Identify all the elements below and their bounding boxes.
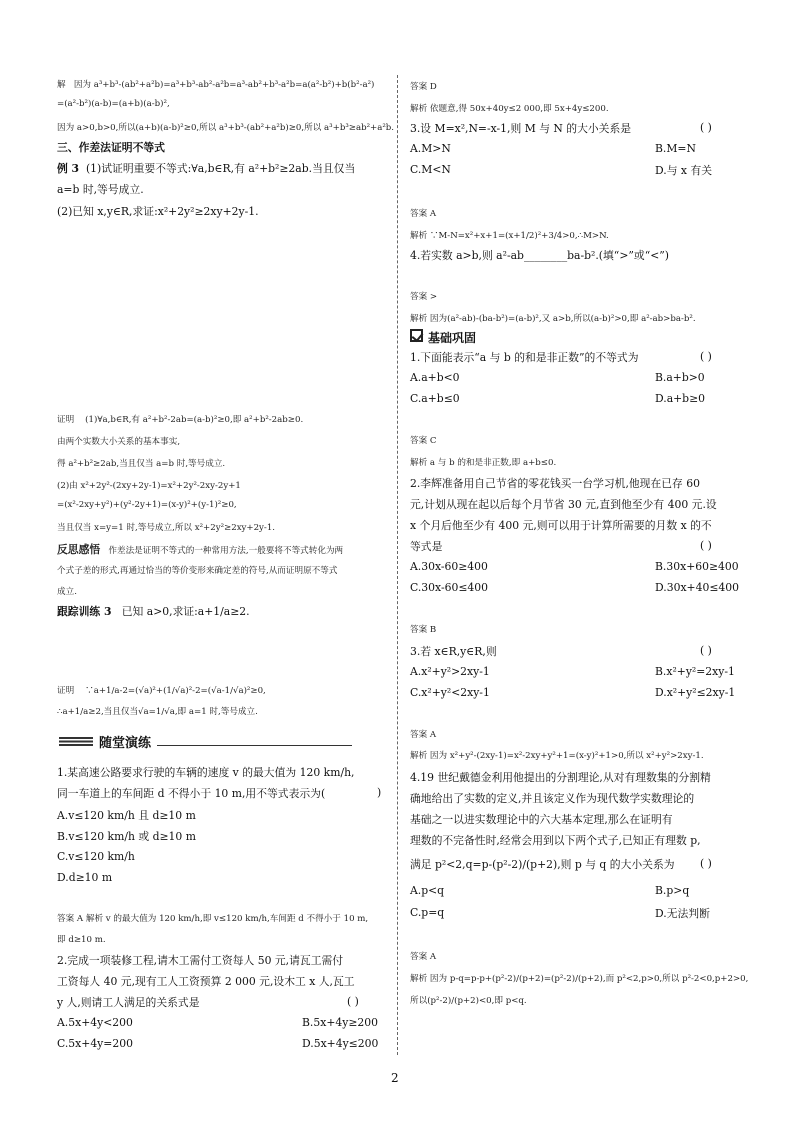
question-2-line-2: 工资每人 40 元,现有工人工资预算 2 000 元,设木工 x 人,瓦工 [57, 975, 355, 988]
section-heading-3: 三、作差法证明不等式 [57, 141, 165, 154]
basic-2-line-4: 等式是 [410, 540, 443, 553]
proof-line-6: 当且仅当 x=y=1 时,等号成立,所以 x²+2y²≥2xy+2y-1. [57, 523, 276, 533]
question-2-option-a[interactable]: A.5x+4y<200 [57, 1016, 133, 1029]
solution-line-2: =(a²-b²)(a-b)=(a+b)(a-b)², [57, 99, 170, 109]
question-3-answer-paren: ( ) [700, 121, 712, 134]
stripe-decoration [59, 737, 93, 746]
basic-4-line-3: 基础之一以进实数理论中的六大基本定理,那么在证明有 [410, 813, 673, 826]
basic-3-option-a[interactable]: A.x²+y²>2xy-1 [410, 665, 490, 678]
question-3-option-b[interactable]: B.M=N [655, 142, 696, 155]
column-divider [397, 75, 398, 1055]
basic-3-option-d[interactable]: D.x²+y²≤2xy-1 [655, 686, 736, 699]
question-1-line-2: 同一车道上的车间距 d 不得小于 10 m,用不等式表示为( [57, 787, 326, 800]
basic-1-answer-paren: ( ) [700, 350, 712, 363]
question-2-answer: 答案 D [410, 82, 437, 92]
question-2-line-3: y 人,则请工人满足的关系式是 [57, 996, 200, 1009]
question-1-option-b[interactable]: B.v≤120 km/h 或 d≥10 m [57, 830, 196, 843]
basic-2-line-3: x 个月后他至少有 400 元,则可以用于计算所需要的月数 x 的不 [410, 519, 712, 532]
question-3-text: 3.设 M=x²,N=-x-1,则 M 与 N 的大小关系是 [410, 122, 632, 135]
basic-3-explanation: 解析 因为 x²+y²-(2xy-1)=x²-2xy+y²+1=(x-y)²+1>0,所以 x²+y²>2xy-1. [410, 751, 704, 761]
basic-1-option-d[interactable]: D.a+b≥0 [655, 392, 706, 405]
question-3-option-a[interactable]: A.M>N [410, 142, 451, 155]
basic-4-option-a[interactable]: A.p<q [410, 884, 445, 897]
basic-2-line-1: 2.李辉准备用自己节省的零花钱买一台学习机,他现在已存 60 [410, 477, 701, 490]
tracking-proof-line-2: ∴a+1/a≥2,当且仅当√a=1/√a,即 a=1 时,等号成立. [57, 707, 258, 717]
basic-1-option-c[interactable]: C.a+b≤0 [410, 392, 460, 405]
proof-line-2: 由两个实数大小关系的基本事实, [57, 437, 181, 447]
basic-1-answer: 答案 C [410, 436, 437, 446]
checkbox-icon [410, 329, 423, 342]
basic-1-text: 1.下面能表示“a 与 b 的和是非正数”的不等式为 [410, 351, 639, 364]
basic-3-option-c[interactable]: C.x²+y²<2xy-1 [410, 686, 490, 699]
question-2-option-c[interactable]: C.5x+4y=200 [57, 1037, 133, 1050]
question-2-answer-paren: ( ) [347, 995, 359, 1008]
basic-2-option-d[interactable]: D.30x+40≤400 [655, 581, 739, 594]
basic-4-option-b[interactable]: B.p>q [655, 884, 690, 897]
basic-3-text: 3.若 x∈R,y∈R,则 [410, 645, 497, 658]
basic-1-explanation: 解析 a 与 b 的和是非正数,即 a+b≤0. [410, 458, 557, 468]
solution-line-3: 因为 a>0,b>0,所以(a+b)(a-b)²≥0,所以 a³+b³-(ab²+a²b)≥0,所以 a³+b³≥ab²+a²b. [57, 123, 395, 133]
basic-4-option-d[interactable]: D.无法判断 [655, 907, 710, 920]
tracking-exercise-3: 跟踪训练 3 已知 a>0,求证:a+1/a≥2. [57, 605, 250, 618]
proof-line-4: (2)由 x²+2y²-(2xy+2y-1)=x²+2y²-2xy-2y+1 [57, 481, 241, 491]
header-rule [157, 745, 352, 746]
example-label: 例 3 [57, 162, 80, 175]
proof-line-5: =(x²-2xy+y²)+(y²-2y+1)=(x-y)²+(y-1)²≥0, [57, 500, 237, 510]
question-4-text: 4.若实数 a>b,则 a²-ab________ba-b².(填“>”或“<”) [410, 249, 669, 262]
basic-4-line-5: 满足 p²<2,q=p-(p²-2)/(p+2),则 p 与 q 的大小关系为 [410, 858, 675, 871]
basic-4-explanation-2: 所以(p²-2)/(p+2)<0,即 p<q. [410, 996, 527, 1006]
question-3-option-d[interactable]: D.与 x 有关 [655, 164, 713, 177]
question-1-option-a[interactable]: A.v≤120 km/h 且 d≥10 m [57, 809, 196, 822]
question-1-answer-paren: ) [377, 786, 382, 799]
question-2-explanation: 解析 依题意,得 50x+40y≤2 000,即 5x+4y≤200. [410, 104, 609, 114]
basic-2-option-b[interactable]: B.30x+60≥400 [655, 560, 739, 573]
basic-3-answer: 答案 A [410, 730, 437, 740]
question-3-answer: 答案 A [410, 209, 437, 219]
basic-4-explanation-1: 解析 因为 p-q=p-p+(p²-2)/(p+2)=(p²-2)/(p+2),而 p²<2,p>0,所以 p²-2<0,p+2>0, [410, 974, 749, 984]
question-2-line-1: 2.完成一项装修工程,请木工需付工资每人 50 元,请瓦工需付 [57, 954, 344, 967]
basic-4-line-1: 4.19 世纪戴德金利用他提出的分割理论,从对有理数集的分割精 [410, 771, 711, 784]
basic-2-answer-paren: ( ) [700, 539, 712, 552]
question-1-answer-line-2: 即 d≥10 m. [57, 935, 106, 945]
practice-section-header [57, 732, 352, 750]
page-number: 2 [391, 1071, 399, 1085]
basic-1-option-b[interactable]: B.a+b>0 [655, 371, 705, 384]
practice-title: 随堂演练 [99, 736, 152, 751]
question-3-explanation: 解析 ∵M-N=x²+x+1=(x+1/2)²+3/4>0,∴M>N. [410, 231, 609, 241]
basic-section-header [410, 329, 740, 345]
question-1-option-c[interactable]: C.v≤120 km/h [57, 850, 135, 863]
basic-3-answer-paren: ( ) [700, 644, 712, 657]
basic-3-option-b[interactable]: B.x²+y²=2xy-1 [655, 665, 735, 678]
example-3-line-3: (2)已知 x,y∈R,求证:x²+2y²≥2xy+2y-1. [57, 205, 259, 218]
reflection-line-1: 反思感悟 作差法是证明不等式的一种常用方法,一般要将不等式转化为两 [57, 543, 344, 556]
reflection-line-2: 个式子差的形式,再通过恰当的等价变形来确定差的符号,从而证明原不等式 [57, 566, 338, 576]
question-3-option-c[interactable]: C.M<N [410, 163, 451, 176]
basic-2-option-a[interactable]: A.30x-60≥400 [410, 560, 488, 573]
basic-1-option-a[interactable]: A.a+b<0 [410, 371, 460, 384]
proof-line-1: 证明 (1)∀a,b∈R,有 a²+b²-2ab=(a-b)²≥0,即 a²+b²-2ab≥0. [57, 415, 304, 425]
example-3-line-1: 例 3 (1)试证明重要不等式:∀a,b∈R,有 a²+b²≥2ab.当且仅当 [57, 162, 356, 175]
basic-4-line-2: 确地给出了实数的定义,并且该定义作为现代数学实数理论的 [410, 792, 695, 805]
basic-2-line-2: 元,计划从现在起以后每个月节省 30 元,直到他至少有 400 元.设 [410, 498, 717, 511]
question-1-answer-line-1: 答案 A 解析 v 的最大值为 120 km/h,即 v≤120 km/h,车间距 d 不得小于 10 m, [57, 914, 369, 924]
basic-section-title: 基础巩固 [428, 331, 477, 345]
basic-4-line-4: 理数的不完备性时,经常会用到以下两个式子,已知正有理数 p, [410, 834, 701, 847]
basic-4-answer-paren: ( ) [700, 857, 712, 870]
reflection-line-3: 成立. [57, 587, 77, 597]
basic-2-option-c[interactable]: C.30x-60≤400 [410, 581, 488, 594]
solution-line-1: 解 因为 a³+b³-(ab²+a²b)=a³+b³-ab²-a²b=a³-ab²+b³-a²b=a(a²-b²)+b(b²-a²) [57, 80, 375, 90]
question-2-option-d[interactable]: D.5x+4y≤200 [302, 1037, 379, 1050]
question-1-line-1: 1.某高速公路要求行驶的车辆的速度 v 的最大值为 120 km/h, [57, 766, 355, 779]
basic-4-answer: 答案 A [410, 952, 437, 962]
question-4-explanation: 解析 因为(a²-ab)-(ba-b²)=(a-b)²,又 a>b,所以(a-b)²>0,即 a²-ab>ba-b². [410, 314, 696, 324]
tracking-proof-line-1: 证明 ∵a+1/a-2=(√a)²+(1/√a)²-2=(√a-1/√a)²≥0, [57, 686, 266, 696]
question-1-option-d[interactable]: D.d≥10 m [57, 871, 113, 884]
question-2-option-b[interactable]: B.5x+4y≥200 [302, 1016, 378, 1029]
basic-4-option-c[interactable]: C.p=q [410, 906, 445, 919]
question-4-answer: 答案 > [410, 292, 438, 302]
basic-2-answer: 答案 B [410, 625, 437, 635]
proof-line-3: 得 a²+b²≥2ab,当且仅当 a=b 时,等号成立. [57, 459, 226, 469]
example-3-line-2: a=b 时,等号成立. [57, 183, 144, 196]
